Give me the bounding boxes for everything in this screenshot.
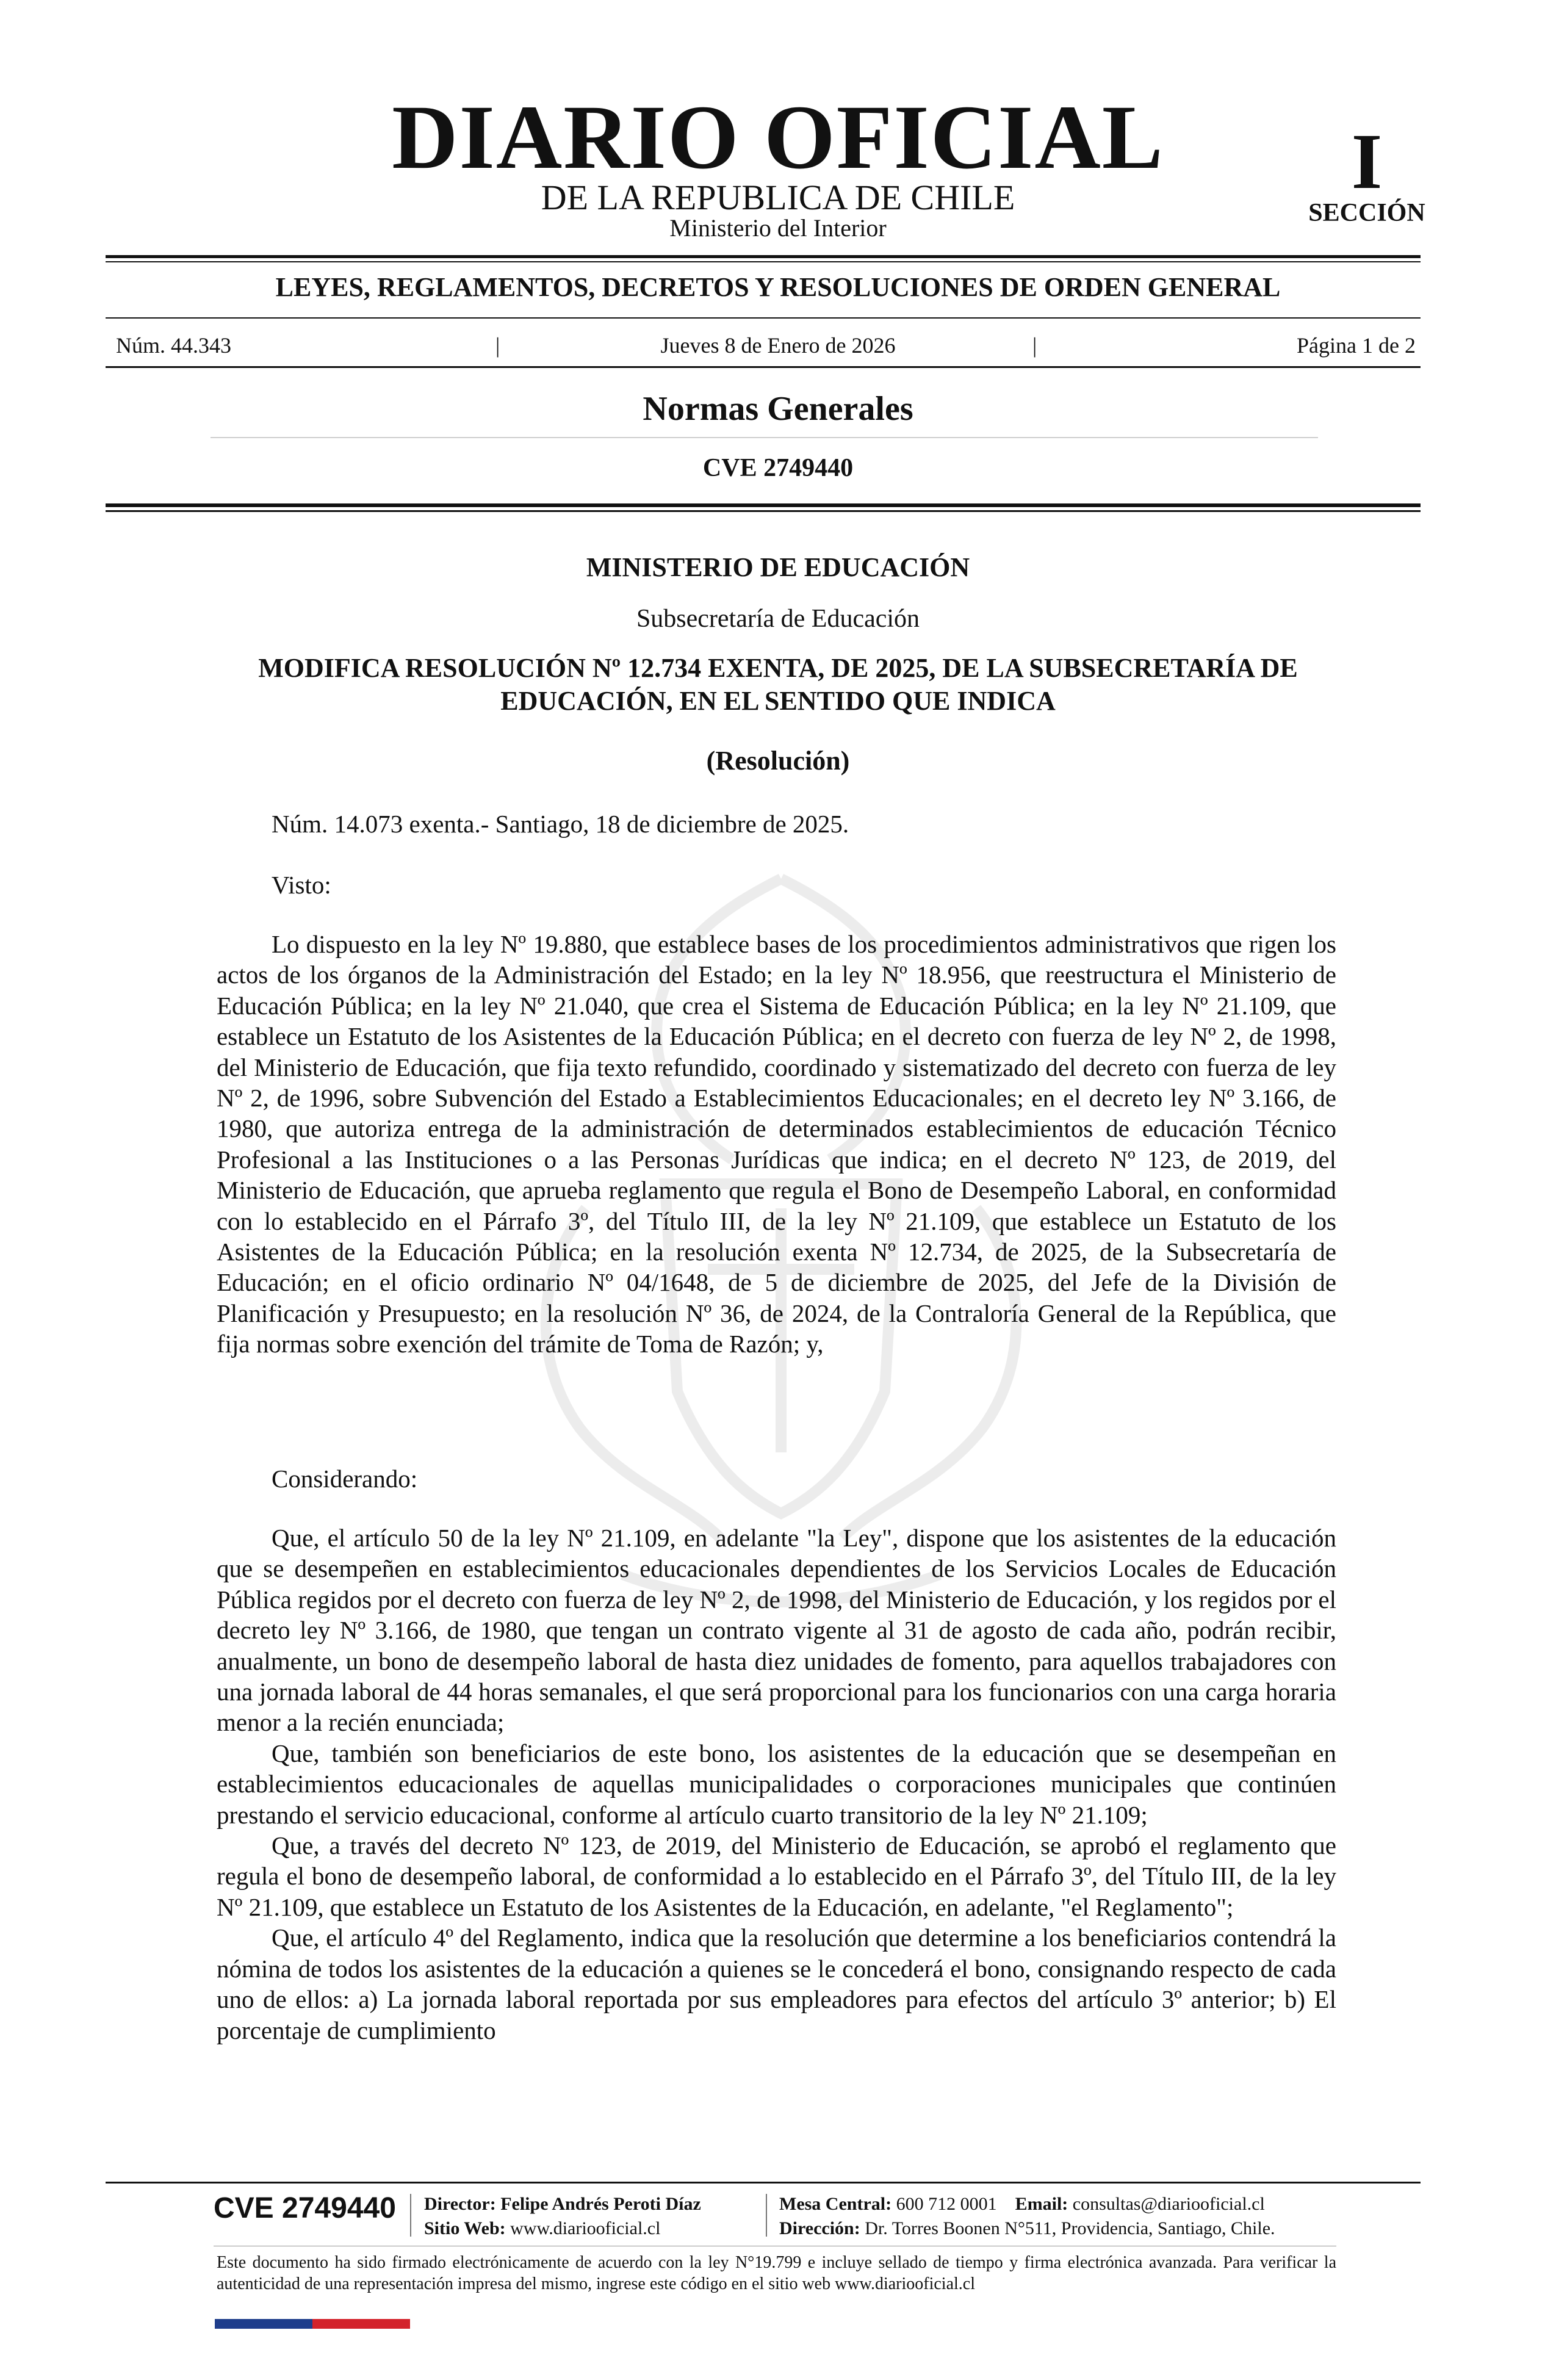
footer-director-name: Felipe Andrés Peroti Díaz xyxy=(500,2194,701,2214)
footer-cve-code: CVE 2749440 xyxy=(214,2192,396,2224)
footer-web-label: Sitio Web: xyxy=(424,2218,506,2238)
footer-address-text: Dr. Torres Boonen N°511, Providencia, Santiago, Chile. xyxy=(865,2218,1275,2238)
footer-phone: 600 712 0001 xyxy=(896,2194,997,2214)
resolution-number-line: Núm. 14.073 exenta.- Santiago, 18 de diciembre de 2025. xyxy=(272,810,849,838)
masthead-rule-thin xyxy=(106,261,1421,262)
section-title-rule xyxy=(211,437,1318,438)
footer-rule xyxy=(106,2182,1421,2183)
visto-body xyxy=(217,929,1336,1360)
resolution-kind: (Resolución) xyxy=(706,746,850,776)
considerando-paragraph: Que, a través del decreto Nº 123, de 2019, del Ministerio de Educación, se aprobó el reglamento que regula el bono de desempeño laboral, de conformidad a lo establecido en el Párrafo 3º, del Título III, de la ley Nº 21.109, que establece un Estatuto de los Asistentes de la Educación, en adelante, "el Reglamento"; xyxy=(217,1831,1336,1921)
issue-number: Núm. 44.343 xyxy=(116,333,231,358)
section-title: Normas Generales xyxy=(643,390,913,428)
footer-divider xyxy=(410,2194,411,2237)
footer-phone-label: Mesa Central: xyxy=(779,2194,892,2214)
masthead-title: DIARIO OFICIAL xyxy=(392,87,1164,188)
issue-page: Página 1 de 2 xyxy=(1297,333,1416,358)
banner-rule xyxy=(106,317,1421,319)
issue-rule xyxy=(106,366,1421,368)
section-numeral: I xyxy=(1351,118,1383,206)
considerando-paragraph: Que, el artículo 50 de la ley Nº 21.109, en adelante "la Ley", dispone que los asistentes de la educación que se desempeñen en establecimientos educacionales dependientes de los Servicios Locales de Educación Pública regidos por el decreto con fuerza de ley Nº 2, de 1998, del Ministerio de Educación, y los regidos por el decreto ley Nº 3.166, de 1980, que tengan un contrato vigente al 31 de agosto de cada año, podrán recibir, anualmente, un bono de desempeño laboral de hasta diez unidades de fomento, para aquellos trabajadores con una jornada laboral de 44 horas semanales, el que será proporcional para los funcionarios con una carga horaria menor a la recién enunciada; xyxy=(217,1524,1336,1737)
considerando-label: Considerando: xyxy=(272,1465,418,1493)
footer-director-label: Director: xyxy=(424,2194,496,2214)
masthead-ministry: Ministerio del Interior xyxy=(669,214,887,242)
cve-code: CVE 2749440 xyxy=(702,454,854,482)
section-label: SECCIÓN xyxy=(1308,199,1425,227)
footer-website xyxy=(424,2217,660,2240)
issue-separator: | xyxy=(1032,333,1037,358)
document-ministry: MINISTERIO DE EDUCACIÓN xyxy=(586,552,970,582)
masthead-rule xyxy=(106,255,1421,258)
footer-director xyxy=(424,2193,701,2216)
issue-date: Jueves 8 de Enero de 2026 xyxy=(660,333,896,358)
footer-email-label: Email: xyxy=(1015,2194,1068,2214)
considerando-body xyxy=(217,1523,1336,2046)
footer-email[interactable]: consultas@diariooficial.cl xyxy=(1072,2194,1265,2214)
considerando-paragraph: Que, el artículo 4º del Reglamento, indica que la resolución que determine a los beneficiarios contendrá la nómina de todos los asistentes de la educación a quienes se le concederá el bono, consignando respecto de cada uno de ellos: a) La jornada laboral reportada por sus empleadores para efectos del artículo 3º anterior; b) El porcentaje de cumplimiento xyxy=(217,1924,1336,2044)
footer-legal-note: Este documento ha sido firmado electrónicamente de acuerdo con la ley N°19.799 e incluye sellado de tiempo y firma electrónica avanzada. Para verificar la autenticidad de una representación impresa del mismo, ingrese este código en el sitio web www.diariooficial.cl xyxy=(217,2253,1336,2293)
footer-address xyxy=(779,2217,1275,2240)
section-banner: LEYES, REGLAMENTOS, DECRETOS Y RESOLUCIONES DE ORDEN GENERAL xyxy=(275,272,1281,302)
footer-web-link[interactable]: www.diariooficial.cl xyxy=(510,2218,661,2238)
resolution-title: MODIFICA RESOLUCIÓN Nº 12.734 EXENTA, DE 2025, DE LA SUBSECRETARÍA DE EDUCACIÓN, EN EL SENTIDO QUE INDICA xyxy=(258,653,1298,716)
document-subsecretaria: Subsecretaría de Educación xyxy=(636,605,920,633)
flag-stripe-red xyxy=(312,2319,410,2329)
considerando-paragraph: Que, también son beneficiarios de este bono, los asistentes de la educación que se desempeñan en establecimientos educacionales de aquellas municipalidades o corporaciones municipales que continúen prestando el servicio educacional, conforme al artículo cuarto transitorio de la ley Nº 21.109; xyxy=(217,1739,1336,1829)
footer-address-label: Dirección: xyxy=(779,2218,860,2238)
visto-paragraph: Lo dispuesto en la ley Nº 19.880, que establece bases de los procedimientos administrativos que rigen los actos de los órganos de la Administración del Estado; en la ley Nº 18.956, que reestructura el Ministerio de Educación Pública; en la ley Nº 21.040, que crea el Sistema de Educación Pública; en la ley Nº 21.109, que establece un Estatuto de los Asistentes de la Educación Pública; en el decreto con fuerza de ley Nº 2, de 1998, del Ministerio de Educación, que fija texto refundido, coordinado y sistematizado del decreto con fuerza de ley Nº 2, de 1996, sobre Subvención del Estado a Establecimientos Educacionales; en el decreto ley Nº 3.166, de 1980, que autoriza entrega de la administración de determinados establecimientos de educación Técnico Profesional a las Instituciones o a las Personas Jurídicas que indica; en el decreto Nº 123, de 2019, del Ministerio de Educación, que aprueba reglamento que regula el Bono de Desempeño Laboral, en conformidad con lo establecido en el Párrafo 3º, del Título III, de la ley Nº 21.109, que establece un Estatuto de los Asistentes de la Educación Pública; en la resolución exenta Nº 12.734, de 2025, de la Subsecretaría de Educación; en el oficio ordinario Nº 04/1648, de 5 de diciembre de 2025, del Jefe de la División de Planificación y Presupuesto; en la resolución Nº 36, de 2024, de la Contraloría General de la República, que fija normas sobre exención del trámite de Toma de Razón; y, xyxy=(217,930,1336,1358)
cve-rule-thin xyxy=(106,510,1421,512)
flag-stripe-blue xyxy=(215,2319,312,2329)
masthead-subtitle: DE LA REPUBLICA DE CHILE xyxy=(541,178,1015,217)
cve-rule xyxy=(106,503,1421,507)
visto-label: Visto: xyxy=(272,871,331,899)
footer-divider xyxy=(766,2194,767,2237)
issue-separator: | xyxy=(495,333,500,358)
footer-contact xyxy=(779,2193,1265,2216)
